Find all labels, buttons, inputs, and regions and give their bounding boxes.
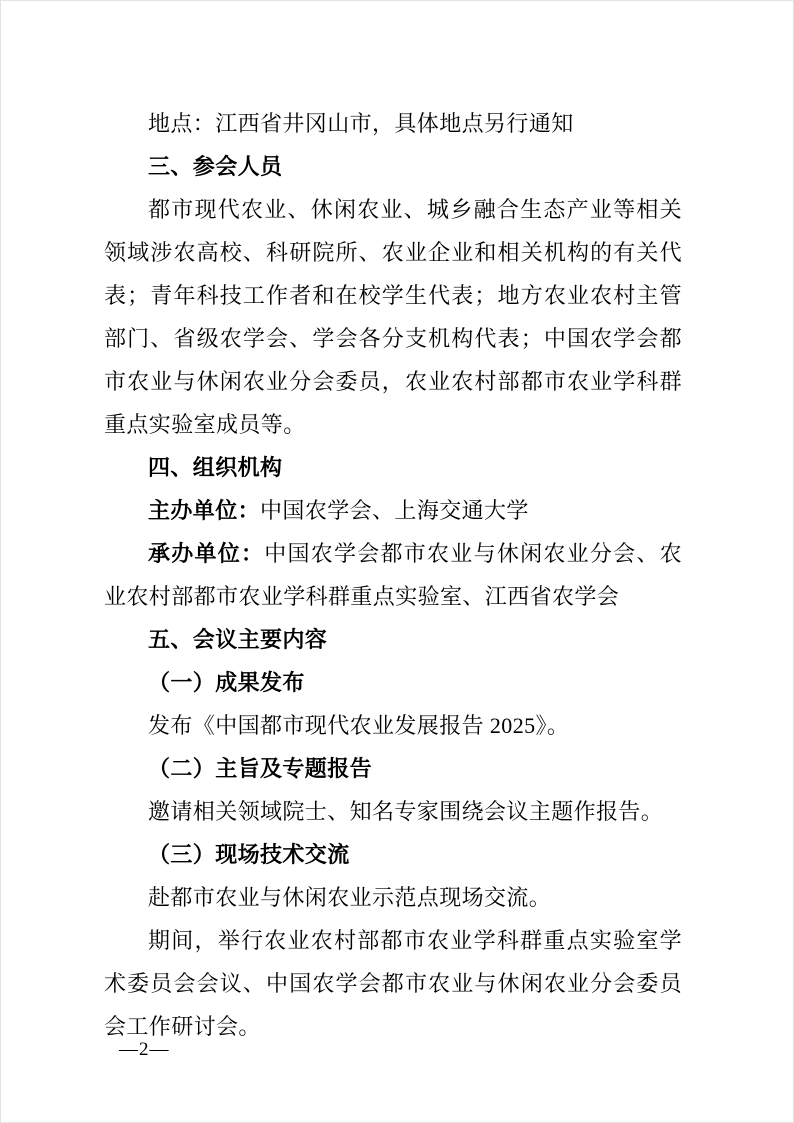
site-exchange-paragraph: 赴都市农业与休闲农业示范点现场交流。: [148, 885, 552, 910]
document-content: [104, 102, 682, 1048]
location-line: 地点：江西省井冈山市，具体地点另行通知: [148, 111, 574, 136]
subheading-results-release: （一）成果发布: [148, 670, 305, 695]
host-unit-label: 主办单位：: [148, 498, 261, 523]
keynote-reports-paragraph: 邀请相关领域院士、知名专家围绕会议主题作报告。: [148, 799, 664, 824]
page-number: —2—: [119, 1039, 170, 1060]
subheading-keynote-reports: （二）主旨及专题报告: [148, 756, 373, 781]
host-unit-value: 中国农学会、上海交通大学: [260, 498, 529, 523]
organizer-unit-label: 承办单位：: [148, 541, 265, 566]
section-heading-organization: 四、组织机构: [148, 455, 283, 480]
results-release-paragraph: 发布《中国都市现代农业发展报告 2025》。: [148, 713, 570, 738]
organizer-unit-paragraph: [104, 532, 682, 618]
side-meetings-paragraph: 期间，举行农业农村部都市农业学科群重点实验室学术委员会会议、中国农学会都市农业与休闲农业分会委员会工作研讨会。: [104, 928, 682, 1039]
subheading-site-exchange: （三）现场技术交流: [148, 842, 350, 867]
organizer-unit-value: 中国农学会都市农业与休闲农业分会、农业农村部都市农业学科群重点实验室、江西省农学会: [104, 541, 682, 609]
participants-paragraph: 都市现代农业、休闲农业、城乡融合生态产业等相关领域涉农高校、科研院所、农业企业和相关机构的有关代表；青年科技工作者和在校学生代表；地方农业农村主管部门、省级农学会、学会各分支机构代表；中国农学会都市农业与休闲农业分会委员，农业农村部都市农业学科群重点实验室成员等。: [104, 197, 682, 437]
host-unit-paragraph: [104, 489, 682, 532]
section-heading-main-content: 五、会议主要内容: [148, 627, 328, 652]
section-heading-participants: 三、参会人员: [148, 154, 283, 179]
